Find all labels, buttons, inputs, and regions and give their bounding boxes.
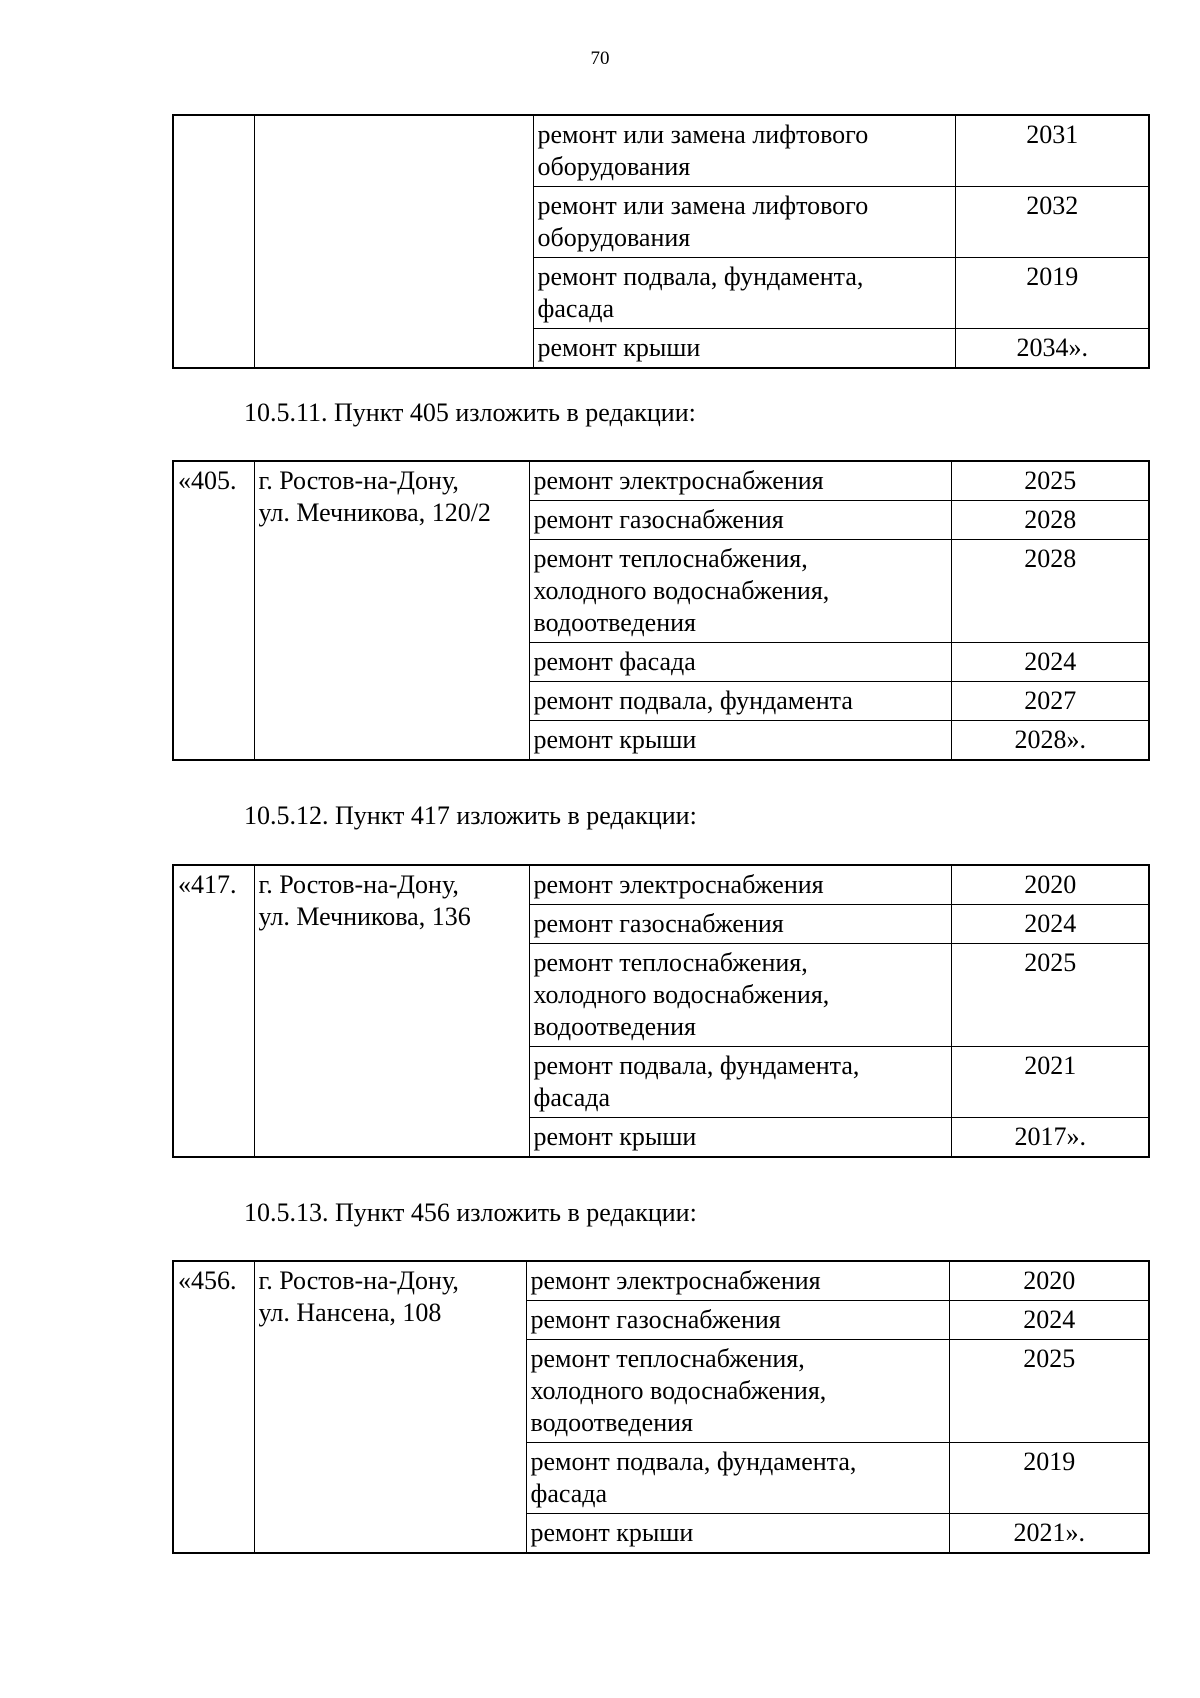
work-cell: ремонт газоснабжения (526, 1301, 949, 1340)
work-cell: ремонт крыши (526, 1514, 949, 1554)
page-number: 70 (590, 48, 610, 69)
work-cell: ремонт подвала, фундамента, фасада (529, 1047, 951, 1118)
work-cell: ремонт или замена лифтового оборудования (533, 115, 955, 187)
work-cell: ремонт электроснабжения (529, 461, 951, 501)
year-cell: 2024 (951, 905, 1149, 944)
year-cell: 2017». (951, 1118, 1149, 1158)
year-cell: 2028 (951, 501, 1149, 540)
work-cell: ремонт теплоснабжения, холодного водоснабжения, водоотведения (529, 540, 951, 643)
work-cell: ремонт теплоснабжения, холодного водоснабжения, водоотведения (529, 944, 951, 1047)
work-cell: ремонт или замена лифтового оборудования (533, 187, 955, 258)
address-cell: г. Ростов-на-Дону, ул. Мечникова, 120/2 (254, 461, 529, 760)
year-cell: 2019 (949, 1443, 1149, 1514)
year-cell: 2034». (955, 329, 1149, 369)
work-cell: ремонт электроснабжения (529, 865, 951, 905)
item-number: «417. (173, 865, 254, 1157)
table-row (173, 1261, 1149, 1301)
year-cell: 2019 (955, 258, 1149, 329)
work-cell: ремонт подвала, фундамента, фасада (526, 1443, 949, 1514)
year-cell: 2020 (951, 865, 1149, 905)
number-cell (173, 115, 254, 368)
table-row (173, 865, 1149, 905)
work-cell: ремонт подвала, фундамента, фасада (533, 258, 955, 329)
section-table (172, 460, 1150, 761)
work-cell: ремонт крыши (529, 1118, 951, 1158)
year-cell: 2031 (955, 115, 1149, 187)
work-cell: ремонт крыши (533, 329, 955, 369)
work-cell: ремонт крыши (529, 721, 951, 761)
work-cell: ремонт электроснабжения (526, 1261, 949, 1301)
table-row (173, 461, 1149, 501)
year-cell: 2021». (949, 1514, 1149, 1554)
section-heading: 10.5.11. Пункт 405 изложить в редакции: (244, 398, 696, 427)
work-cell: ремонт газоснабжения (529, 905, 951, 944)
year-cell: 2021 (951, 1047, 1149, 1118)
work-cell: ремонт теплоснабжения, холодного водоснабжения, водоотведения (526, 1340, 949, 1443)
year-cell: 2025 (951, 944, 1149, 1047)
work-cell: ремонт фасада (529, 643, 951, 682)
address-cell: г. Ростов-на-Дону, ул. Нансена, 108 (254, 1261, 526, 1553)
year-cell: 2032 (955, 187, 1149, 258)
year-cell: 2027 (951, 682, 1149, 721)
section-table (172, 1260, 1150, 1554)
year-cell: 2028 (951, 540, 1149, 643)
year-cell: 2024 (951, 643, 1149, 682)
section-table (172, 864, 1150, 1158)
work-cell: ремонт подвала, фундамента (529, 682, 951, 721)
address-cell (254, 115, 533, 368)
year-cell: 2020 (949, 1261, 1149, 1301)
item-number: «405. (173, 461, 254, 760)
year-cell: 2025 (951, 461, 1149, 501)
work-cell: ремонт газоснабжения (529, 501, 951, 540)
item-number: «456. (173, 1261, 254, 1553)
address-cell: г. Ростов-на-Дону, ул. Мечникова, 136 (254, 865, 529, 1157)
section-heading: 10.5.12. Пункт 417 изложить в редакции: (244, 801, 697, 830)
table-row (173, 115, 1149, 187)
section-heading: 10.5.13. Пункт 456 изложить в редакции: (244, 1198, 697, 1227)
year-cell: 2024 (949, 1301, 1149, 1340)
year-cell: 2028». (951, 721, 1149, 761)
year-cell: 2025 (949, 1340, 1149, 1443)
continuation-table (172, 114, 1150, 369)
